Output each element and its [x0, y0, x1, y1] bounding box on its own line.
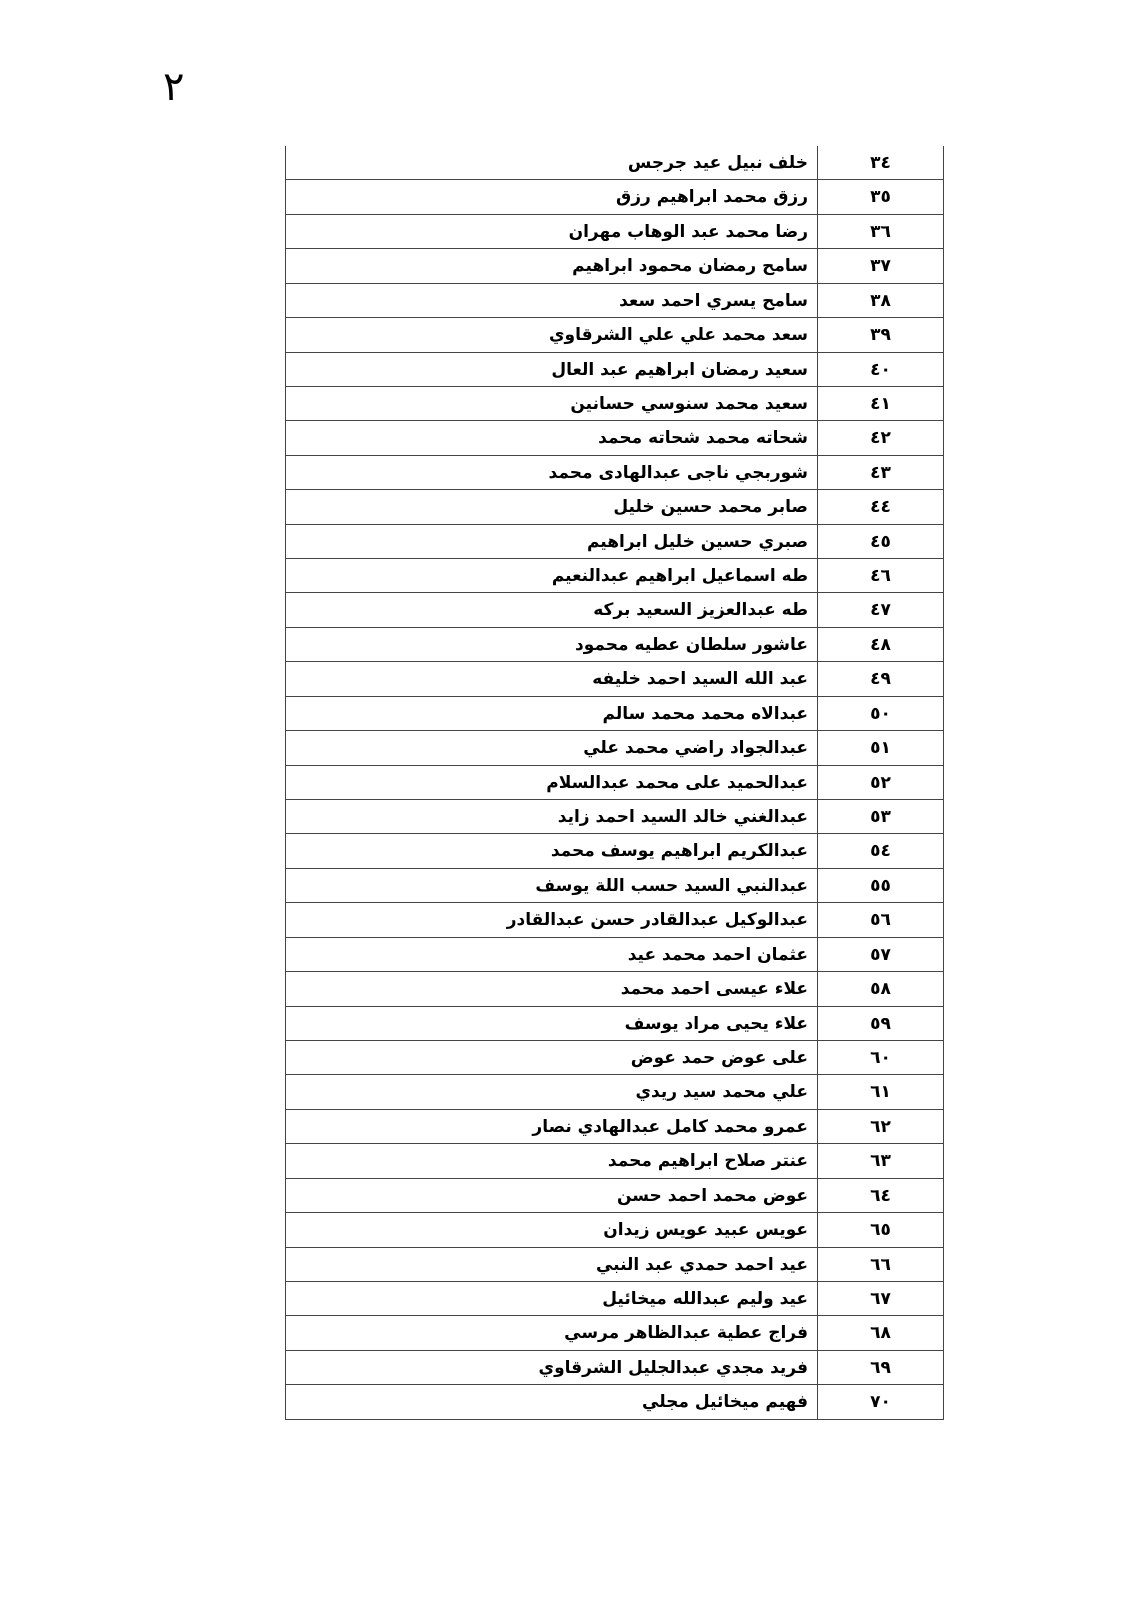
row-name: رزق محمد ابراهيم رزق — [616, 187, 808, 208]
row-number: ٦٨ — [817, 1316, 943, 1349]
row-name: علي محمد سيد ريدي — [635, 1082, 808, 1103]
table-row — [286, 1179, 943, 1213]
table-row — [286, 800, 943, 834]
row-number: ٥٢ — [817, 766, 943, 799]
row-name: فراج عطية عبدالظاهر مرسي — [564, 1323, 808, 1344]
row-number: ٥٣ — [817, 800, 943, 833]
table-row — [286, 146, 943, 180]
row-name: رضا محمد عبد الوهاب مهران — [568, 221, 808, 242]
row-name: عنتر صلاح ابراهيم محمد — [607, 1151, 808, 1172]
row-name: عبد الله السيد احمد خليفه — [592, 669, 808, 690]
table-row — [286, 1007, 943, 1041]
row-number: ٦٤ — [817, 1179, 943, 1212]
table-row — [286, 249, 943, 283]
row-name: عبدالوكيل عبدالقادر حسن عبدالقادر — [506, 910, 808, 931]
table-row — [286, 662, 943, 696]
row-number: ٦٢ — [817, 1110, 943, 1143]
table-row — [286, 1041, 943, 1075]
row-name: شحاته محمد شحاته محمد — [598, 428, 808, 449]
row-number: ٥٨ — [817, 972, 943, 1005]
table-row — [286, 1213, 943, 1247]
row-name: عبدالحميد على محمد عبدالسلام — [546, 772, 808, 793]
table-row — [286, 387, 943, 421]
table-row — [286, 628, 943, 662]
row-name: سامح يسري احمد سعد — [619, 290, 808, 311]
row-number: ٤٢ — [817, 421, 943, 454]
row-number: ٤٥ — [817, 525, 943, 558]
table-row — [286, 869, 943, 903]
row-number: ٤٣ — [817, 456, 943, 489]
row-name: سامح رمضان محمود ابراهيم — [572, 256, 808, 277]
table-row — [286, 490, 943, 524]
row-number: ٣٥ — [817, 180, 943, 213]
row-name: فريد مجدي عبدالجليل الشرقاوي — [538, 1357, 808, 1378]
table-row — [286, 1282, 943, 1316]
row-number: ٤٠ — [817, 353, 943, 386]
table-row — [286, 318, 943, 352]
row-name: سعيد رمضان ابراهيم عبد العال — [551, 359, 808, 380]
table-row — [286, 1385, 943, 1419]
row-name: عويس عبيد عويس زيدان — [603, 1220, 808, 1241]
row-name: خلف نبيل عيد جرجس — [627, 153, 808, 173]
row-name: سعيد محمد سنوسي حسانين — [570, 393, 808, 414]
row-number: ٤٧ — [817, 593, 943, 626]
table-row — [286, 456, 943, 490]
row-name: عبدالغني خالد السيد احمد زايد — [557, 807, 808, 828]
table-row — [286, 1110, 943, 1144]
row-number: ٦٧ — [817, 1282, 943, 1315]
row-number: ٥٤ — [817, 834, 943, 867]
row-name: سعد محمد علي علي الشرقاوي — [548, 325, 808, 346]
table-row — [286, 1144, 943, 1178]
row-name: عثمان احمد محمد عيد — [627, 944, 808, 965]
row-number: ٤٨ — [817, 628, 943, 661]
row-name: شوربجي ناجى عبدالهادى محمد — [548, 462, 808, 483]
row-number: ٦٠ — [817, 1041, 943, 1074]
table-row — [286, 525, 943, 559]
row-number: ٥٥ — [817, 869, 943, 902]
table-row — [286, 697, 943, 731]
row-number: ٤٤ — [817, 490, 943, 523]
table-row — [286, 834, 943, 868]
row-name: عبدالنبي السيد حسب اللة يوسف — [535, 875, 808, 896]
row-name: علاء عيسى احمد محمد — [620, 979, 808, 1000]
row-number: ٦٦ — [817, 1248, 943, 1281]
row-name: عبدالكريم ابراهيم يوسف محمد — [550, 841, 808, 862]
table-row — [286, 593, 943, 627]
row-name: طه عبدالعزيز السعيد بركه — [593, 600, 808, 621]
row-number: ٣٩ — [817, 318, 943, 351]
row-name: على عوض حمد عوض — [630, 1047, 808, 1068]
row-name: علاء يحيى مراد يوسف — [624, 1013, 808, 1034]
table-row — [286, 1351, 943, 1385]
row-number: ٣٧ — [817, 249, 943, 282]
table-row — [286, 180, 943, 214]
table-row — [286, 972, 943, 1006]
row-name: عمرو محمد كامل عبدالهادي نصار — [532, 1116, 808, 1137]
table-row — [286, 421, 943, 455]
table-row — [286, 353, 943, 387]
row-name: فهيم ميخائيل مجلي — [642, 1392, 808, 1413]
row-number: ٥١ — [817, 731, 943, 764]
row-name: عبدالجواد راضي محمد علي — [583, 738, 808, 759]
row-number: ٣٤ — [817, 146, 943, 179]
row-number: ٥٧ — [817, 938, 943, 971]
row-number: ٤١ — [817, 387, 943, 420]
row-number: ٦٣ — [817, 1144, 943, 1177]
table-row — [286, 903, 943, 937]
table-row — [286, 938, 943, 972]
row-name: عاشور سلطان عطيه محمود — [574, 634, 808, 655]
row-number: ٦٥ — [817, 1213, 943, 1246]
row-name: عبدالاه محمد محمد سالم — [602, 703, 808, 724]
table-row — [286, 766, 943, 800]
table-row — [286, 215, 943, 249]
row-number: ٣٨ — [817, 284, 943, 317]
page-number: ٢ — [163, 64, 185, 110]
table-row — [286, 731, 943, 765]
row-number: ٧٠ — [817, 1385, 943, 1418]
row-name: صابر محمد حسين خليل — [613, 497, 808, 518]
row-number: ٦٩ — [817, 1351, 943, 1384]
table-row — [286, 559, 943, 593]
row-number: ٥٦ — [817, 903, 943, 936]
table-row — [286, 1316, 943, 1350]
names-table — [285, 146, 944, 1420]
row-name: طه اسماعيل ابراهيم عبدالنعيم — [551, 566, 808, 587]
row-number: ٥٠ — [817, 697, 943, 730]
row-name: صبري حسين خليل ابراهيم — [586, 531, 808, 552]
row-number: ٥٩ — [817, 1007, 943, 1040]
row-number: ٤٦ — [817, 559, 943, 592]
row-name: عيد احمد حمدي عبد النبي — [595, 1254, 808, 1275]
table-row — [286, 284, 943, 318]
table-row — [286, 1075, 943, 1109]
row-number: ٦١ — [817, 1075, 943, 1108]
table-row — [286, 1248, 943, 1282]
row-name: عوض محمد احمد حسن — [616, 1185, 808, 1206]
row-number: ٣٦ — [817, 215, 943, 248]
row-number: ٤٩ — [817, 662, 943, 695]
row-name: عيد وليم عبدالله ميخائيل — [602, 1288, 808, 1309]
